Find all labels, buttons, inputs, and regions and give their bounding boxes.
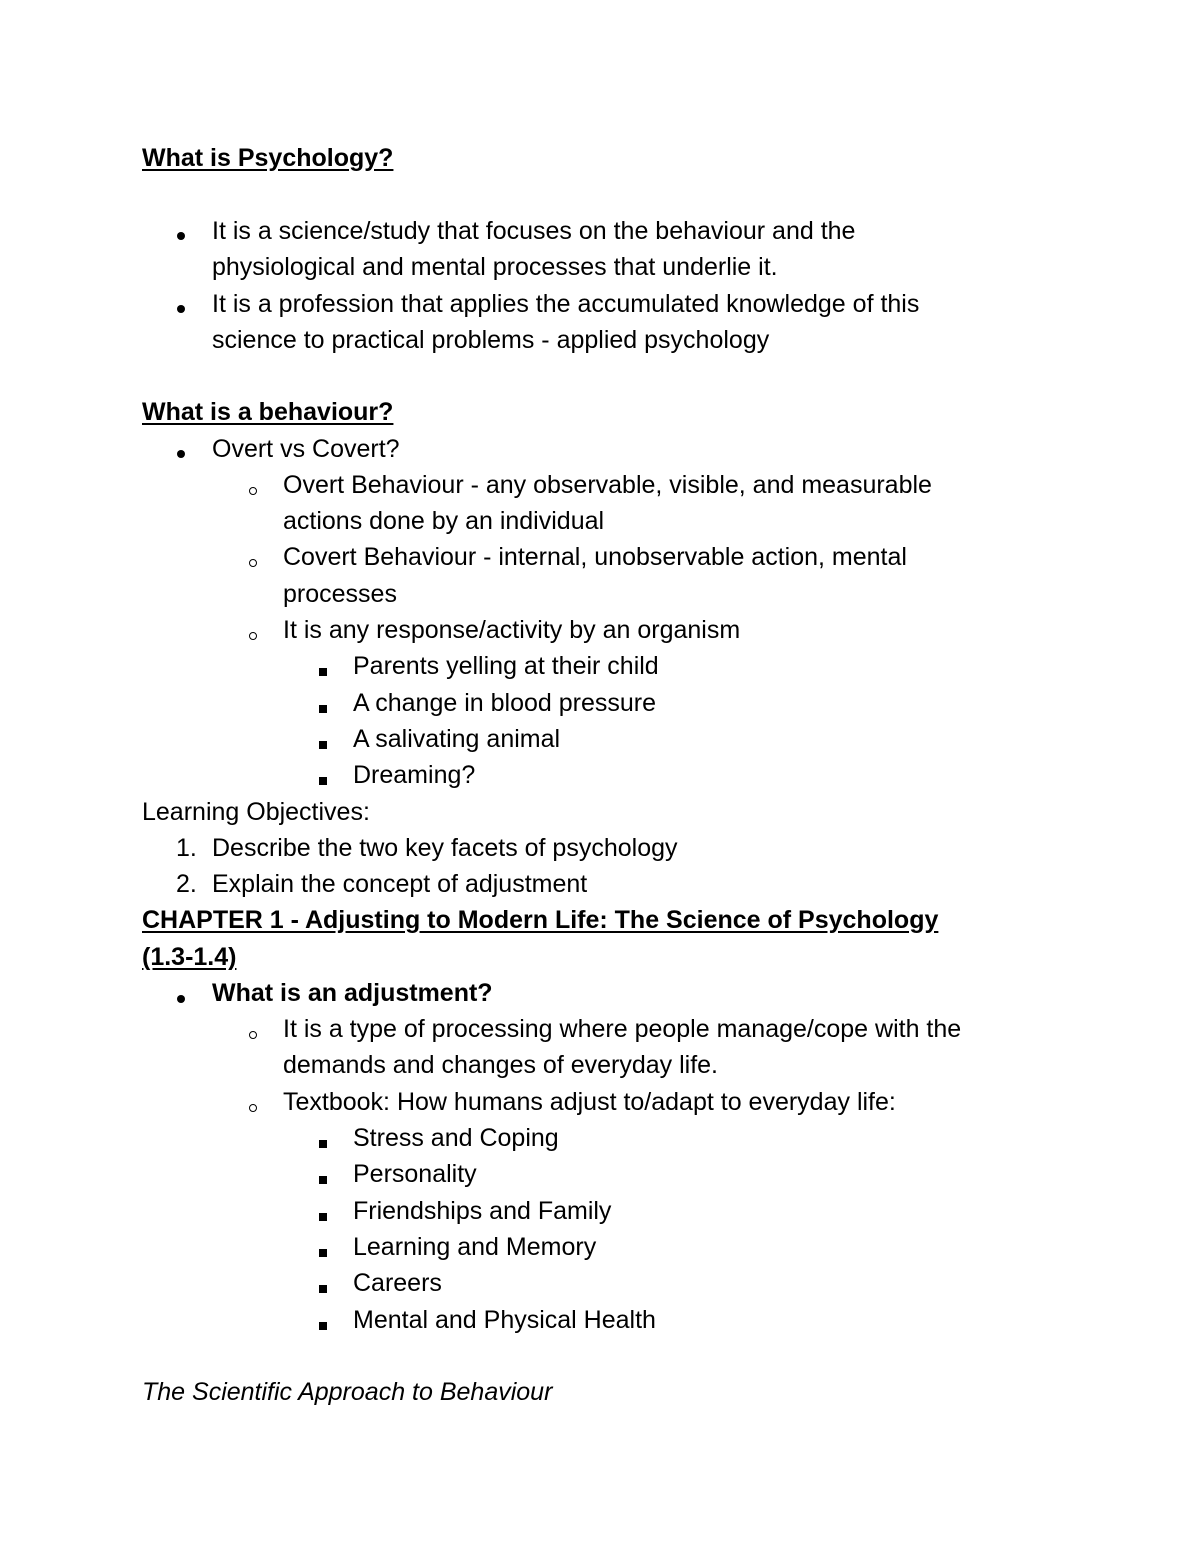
list-number: 1. bbox=[176, 834, 197, 862]
topic-item: Learning and Memory bbox=[353, 1233, 597, 1261]
sub-item-text: demands and changes of everyday life. bbox=[283, 1051, 718, 1079]
list-item-text: physiological and mental processes that underlie it. bbox=[212, 253, 778, 281]
bullet-circle bbox=[249, 559, 257, 567]
bullet-square bbox=[319, 1249, 327, 1257]
bullet-square bbox=[319, 668, 327, 676]
section-subtitle: The Scientific Approach to Behaviour bbox=[142, 1378, 553, 1406]
list-item-text: It is a profession that applies the accumulated knowledge of this bbox=[212, 290, 920, 318]
sub-item-text: It is any response/activity by an organism bbox=[283, 616, 741, 644]
bullet-dot bbox=[177, 305, 185, 313]
list-item-text: What is an adjustment? bbox=[212, 979, 493, 1007]
example-item: A salivating animal bbox=[353, 725, 561, 753]
example-item: A change in blood pressure bbox=[353, 689, 656, 717]
bullet-square bbox=[319, 1140, 327, 1148]
bullet-circle bbox=[249, 1031, 257, 1039]
bullet-circle bbox=[249, 1104, 257, 1112]
bullet-dot bbox=[177, 450, 185, 458]
chapter-heading: CHAPTER 1 - Adjusting to Modern Life: The Science of Psychology bbox=[142, 906, 939, 934]
list-item-text: Overt vs Covert? bbox=[212, 435, 400, 463]
topic-item: Stress and Coping bbox=[353, 1124, 559, 1152]
example-item: Parents yelling at their child bbox=[353, 652, 659, 680]
sub-item-text: Textbook: How humans adjust to/adapt to everyday life: bbox=[283, 1088, 896, 1116]
bullet-circle bbox=[249, 487, 257, 495]
sub-item-text: Overt Behaviour - any observable, visible, and measurable bbox=[283, 471, 932, 499]
bullet-square bbox=[319, 1213, 327, 1221]
bullet-square bbox=[319, 1285, 327, 1293]
list-item-text: science to practical problems - applied psychology bbox=[212, 326, 770, 354]
topic-item: Friendships and Family bbox=[353, 1197, 612, 1225]
bullet-square bbox=[319, 1176, 327, 1184]
bullet-square bbox=[319, 741, 327, 749]
objective-item: Explain the concept of adjustment bbox=[212, 870, 588, 898]
sub-item-text: processes bbox=[283, 580, 397, 608]
example-item: Dreaming? bbox=[353, 761, 476, 789]
objectives-label: Learning Objectives: bbox=[142, 798, 370, 826]
list-item-text: It is a science/study that focuses on the behaviour and the bbox=[212, 217, 856, 245]
bullet-circle bbox=[249, 632, 257, 640]
topic-item: Personality bbox=[353, 1160, 477, 1188]
bullet-square bbox=[319, 705, 327, 713]
chapter-heading-range: (1.3-1.4) bbox=[142, 943, 237, 971]
topic-item: Mental and Physical Health bbox=[353, 1306, 656, 1334]
sub-item-text: It is a type of processing where people manage/cope with the bbox=[283, 1015, 962, 1043]
sub-item-text: Covert Behaviour - internal, unobservable action, mental bbox=[283, 543, 907, 571]
bullet-square bbox=[319, 1322, 327, 1330]
bullet-dot bbox=[177, 995, 185, 1003]
bullet-square bbox=[319, 777, 327, 785]
topic-item: Careers bbox=[353, 1269, 442, 1297]
section-heading-psychology: What is Psychology? bbox=[142, 144, 394, 172]
section-heading-behaviour: What is a behaviour? bbox=[142, 398, 394, 426]
objective-item: Describe the two key facets of psychology bbox=[212, 834, 678, 862]
bullet-dot bbox=[177, 232, 185, 240]
list-number: 2. bbox=[176, 870, 197, 898]
sub-item-text: actions done by an individual bbox=[283, 507, 605, 535]
